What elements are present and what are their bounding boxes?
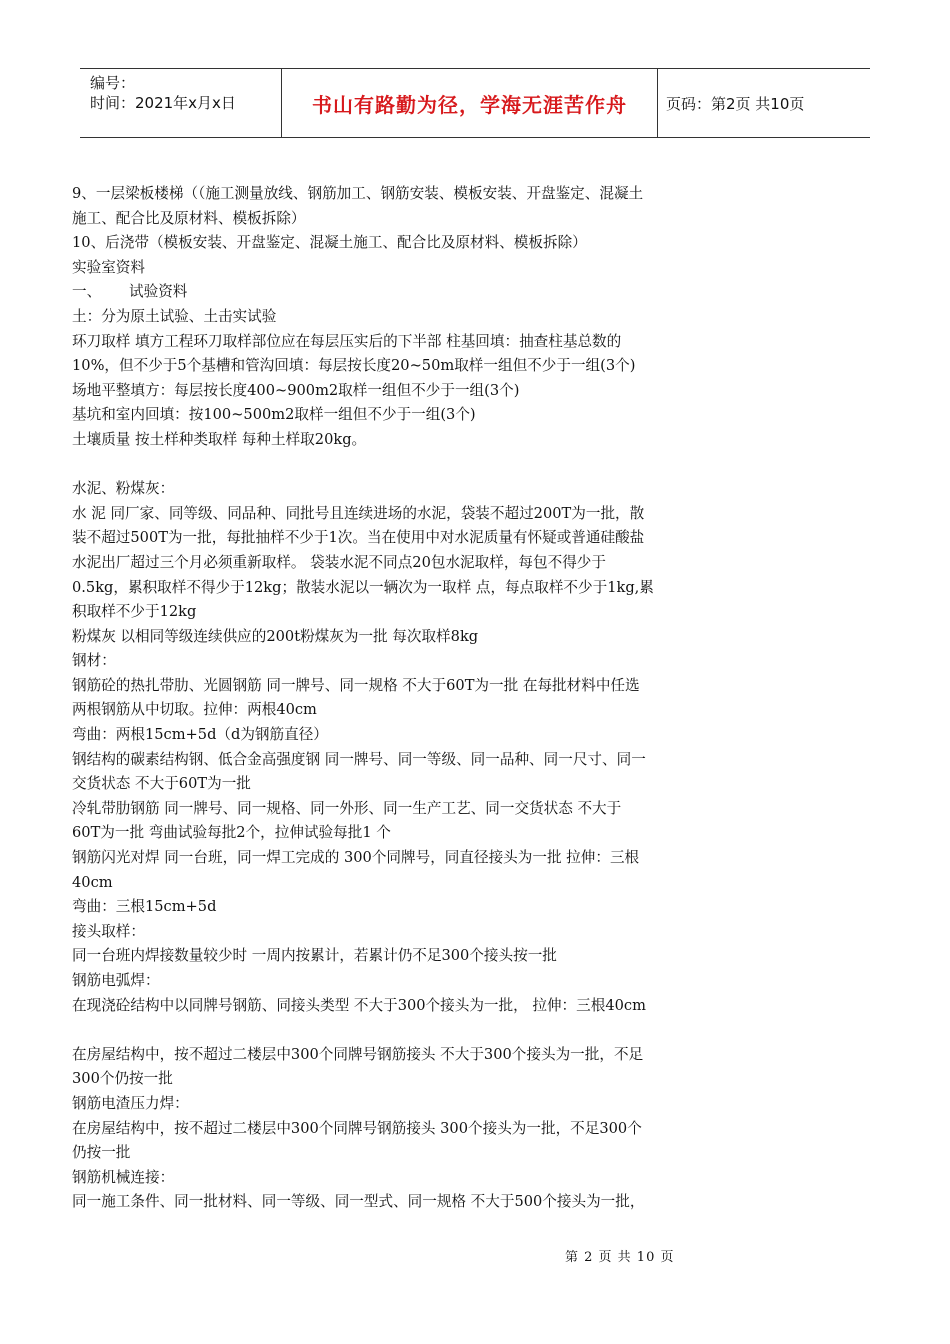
text-line: 60T为一批 弯曲试验每批2个，拉伸试验每批1 个 [72,824,391,842]
text-line: 在现浇砼结构中以同牌号钢筋、同接头类型 不大于300个接头为一批， 拉伸：三根40cm [72,996,646,1014]
text-line: 水泥出厂超过三个月必须重新取样。 袋装水泥不同点20包水泥取样，每包不得少于 [72,553,606,571]
text-line: 积取样不少于12kg [72,603,197,621]
text-line: 钢筋砼的热扎带肋、光圆钢筋 同一牌号、同一规格 不大于60T为一批 在每批材料中任选 [72,676,640,694]
text-line: 300个仍按一批 [72,1070,173,1088]
page-header [80,68,870,138]
text-line: 实验室资料 [72,258,145,276]
text-line: 粉煤灰 以相同等级连续供应的200t粉煤灰为一批 每次取样8kg [72,627,479,645]
text-line: 土壤质量 按土样种类取样 每种土样取20kg。 [72,430,367,448]
text-line: 钢结构的碳素结构钢、低合金高强度钢 同一牌号、同一等级、同一品种、同一尺寸、同一 [72,750,646,768]
text-line: 钢筋闪光对焊 同一台班，同一焊工完成的 300个同牌号，同直径接头为一批 拉伸：三根 [72,849,640,867]
text-line: 施工、配合比及原材料、模板拆除） [72,209,306,227]
text-line: 水 泥 同厂家、同等级、同品种、同批号且连续进场的水泥，袋装不超过200T为一批，散 [72,504,645,522]
header-motto: 书山有路勤为径，学海无涯苦作舟 [282,69,658,137]
text-line: 交货状态 不大于60T为一批 [72,775,251,793]
header-page-info: 页码：第2页 共10页 [666,94,805,113]
text-line: 装不超过500T为一批，每批抽样不少于1次。当在使用中对水泥质量有怀疑或普通硅酸盐 [72,529,645,547]
text-line: 0.5kg，累积取样不得少于12kg；散装水泥以一辆次为一取样 点，每点取样不少于1kg,累 [72,578,654,596]
text-line: 40cm [72,873,113,891]
text-line [72,1018,747,1043]
document-body [72,182,747,1215]
time-label: 时间：2021年x月x日 [90,94,236,112]
text-line: 钢筋电渣压力焊： [72,1094,189,1112]
number-label: 编号： [90,74,136,92]
text-line [72,453,747,478]
text-line: 一、 试验资料 [72,283,188,301]
text-line: 环刀取样 填方工程环刀取样部位应在每层压实后的下半部 柱基回填：抽查柱基总数的 [72,332,622,350]
text-line: 在房屋结构中，按不超过二楼层中300个同牌号钢筋接头 不大于300个接头为一批，不足 [72,1045,644,1063]
text-line: 弯曲：两根15cm+5d（d为钢筋直径） [72,726,328,744]
text-line: 场地平整填方：每层按长度400~900m2取样一组但不少于一组(3个) [72,381,520,399]
page-footer: 第 2 页 共 10 页 [565,1250,675,1265]
text-line: 弯曲：三根15cm+5d [72,898,217,916]
text-line: 在房屋结构中，按不超过二楼层中300个同牌号钢筋接头 300个接头为一批，不足300个 [72,1119,642,1137]
text-line: 10%，但不少于5个基槽和管沟回填：每层按长度20~50m取样一组但不少于一组(3个) [72,357,636,375]
text-line: 钢筋机械连接： [72,1168,175,1186]
text-line: 钢材： [72,652,116,670]
text-line: 同一台班内焊接数量较少时 一周内按累计，若累计仍不足300个接头按一批 [72,947,557,965]
text-line: 钢筋电弧焊： [72,972,160,989]
text-line: 同一施工条件、同一批材料、同一等级、同一型式、同一规格 不大于500个接头为一批， [72,1193,645,1211]
text-line: 9、一层梁板楼梯（（施工测量放线、钢筋加工、钢筋安装、模板安装、开盘鉴定、混凝土 [72,185,644,202]
text-line: 土：分为原土试验、土击实试验 [72,307,277,325]
header-meta [80,69,282,137]
text-line: 基坑和室内回填：按100~500m2取样一组但不少于一组(3个) [72,406,476,424]
text-line: 冷轧带肋钢筋 同一牌号、同一规格、同一外形、同一生产工艺、同一交货状态 不大于 [72,799,622,817]
text-line: 10、后浇带（模板安装、开盘鉴定、混凝土施工、配合比及原材料、模板拆除） [72,234,587,252]
text-line: 接头取样： [72,922,145,940]
text-line: 仍按一批 [72,1144,131,1162]
text-line: 水泥、粉煤灰： [72,480,175,498]
text-line: 两根钢筋从中切取。拉伸：两根40cm [72,701,317,719]
